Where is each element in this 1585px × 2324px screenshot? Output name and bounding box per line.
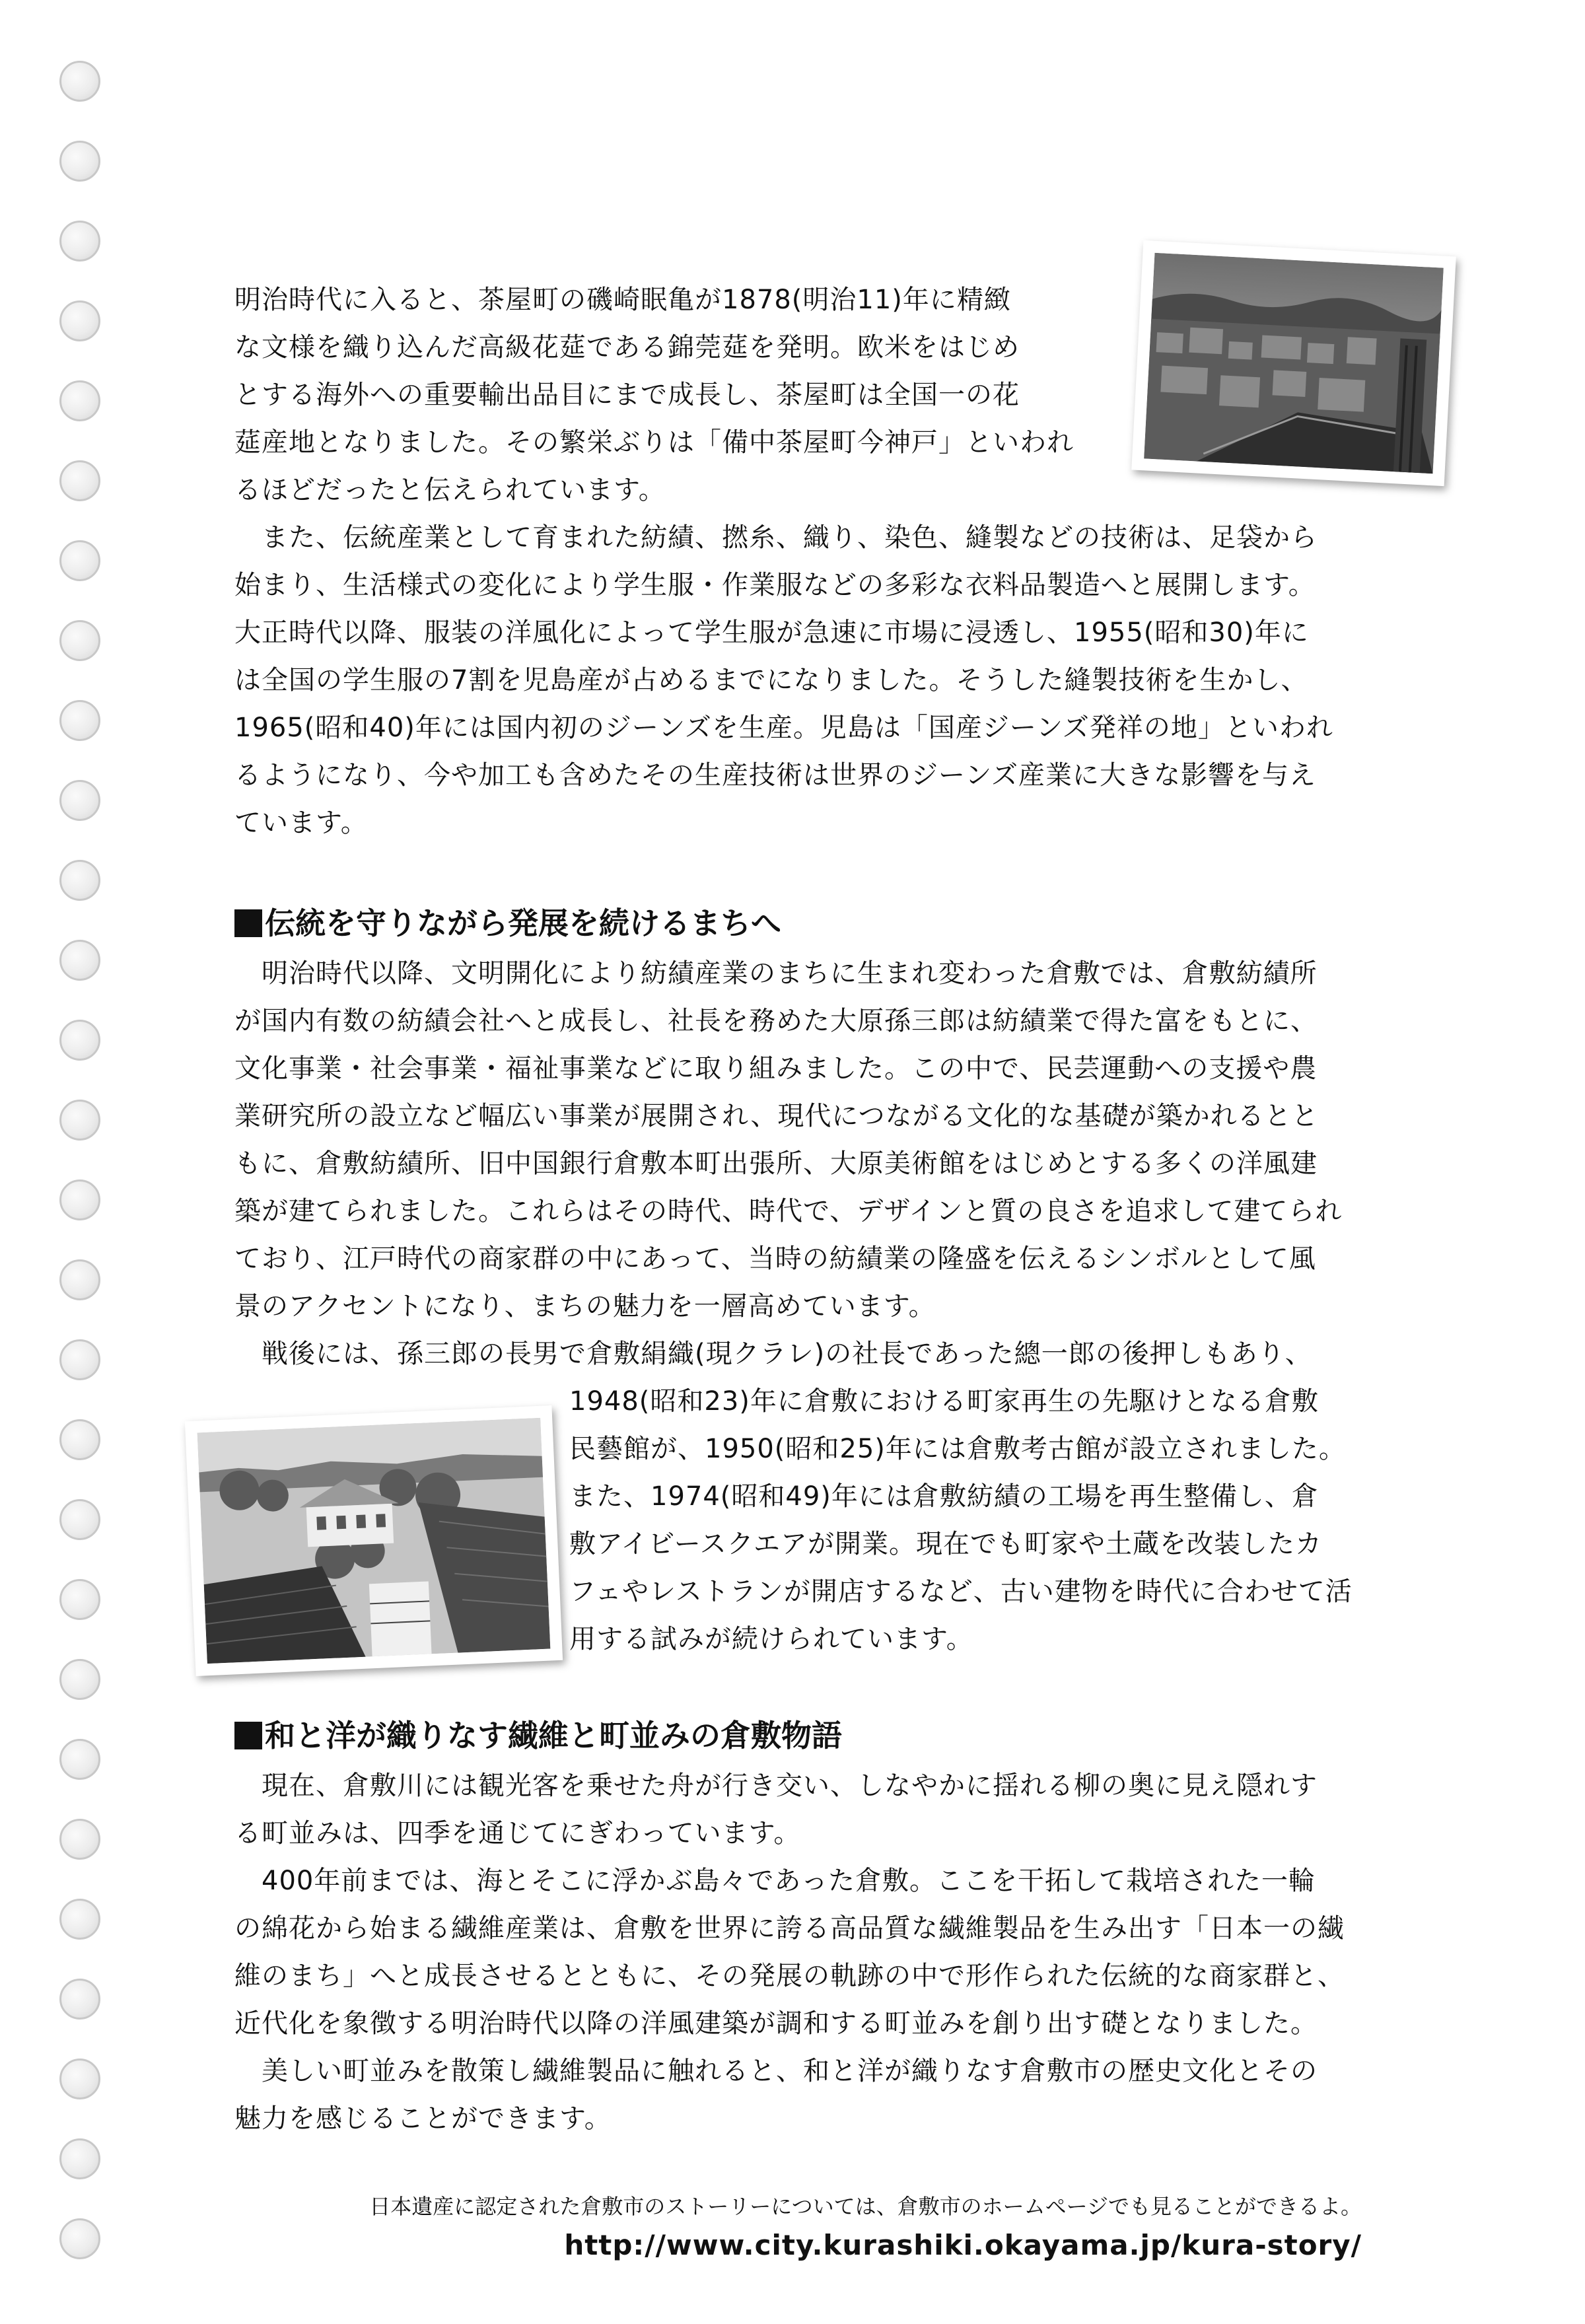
binder-hole	[59, 940, 100, 981]
historic-district-image	[197, 1418, 551, 1664]
binder-hole	[59, 1180, 100, 1220]
heading-square-icon	[234, 909, 262, 937]
binder-hole	[59, 2218, 100, 2259]
binder-hole	[59, 1499, 100, 1540]
binder-hole	[59, 1419, 100, 1460]
binder-hole	[59, 1020, 100, 1061]
postwar-paragraph: 1948(昭和23)年に倉敷における町家再生の先駆けとなる倉敷 民藝館が、1950(昭和25)年には倉敷考古館が設立されました。 また、1974(昭和49)年には倉敷紡績の工場を再生整備し、倉 敷アイビースクエアが開業。現在でも町家や土蔵を改装したカ フェやレストランが開店するなど、古い建物を時代に合わせて活 用する試みが続けられています。	[569, 1386, 1353, 1654]
binder-hole	[59, 780, 100, 821]
townscape-image	[1144, 253, 1444, 474]
binder-hole	[59, 860, 100, 901]
heading-square-icon	[234, 1722, 262, 1749]
binder-hole	[59, 1339, 100, 1380]
binder-hole	[59, 300, 100, 341]
postwar-paragraph-first-line: 戦後には、孫三郎の長男で倉敷絹織(現クラレ)の社長であった總一郎の後押しもあり、	[234, 1339, 1312, 1369]
historic-district-photo	[185, 1405, 563, 1676]
website-link[interactable]: http://www.city.kurashiki.okayama.jp/kura-story/	[564, 2229, 1362, 2261]
binder-hole	[59, 700, 100, 741]
closing-paragraph: 美しい町並みを散策し繊維製品に触れると、和と洋が織りなす倉敷市の歴史文化とその 魅力を感じることができます。	[234, 2056, 1318, 2134]
section-heading-story	[234, 1716, 842, 1755]
intro-paragraph: 明治時代に入ると、茶屋町の磯崎眠亀が1878(明治11)年に精緻 な文様を織り込んだ高級花莚である錦莞莚を発明。欧米をはじめ とする海外への重要輸出品目にまで成長し、茶屋町は全国一の花 莚産地となりました。その繁栄ぶりは「備中茶屋町今神戸」といわれ るほどだったと伝えられています。	[234, 285, 1074, 505]
present-paragraph: 現在、倉敷川には観光客を乗せた舟が行き交い、しなやかに揺れる柳の奥に見え隠れす る町並みは、四季を通じてにぎわっています。	[234, 1771, 1318, 1849]
binder-hole	[59, 1100, 100, 1141]
binder-hole	[59, 1579, 100, 1620]
section-heading-text: 伝統を守りながら発展を続けるまちへ	[265, 905, 781, 941]
binder-hole	[59, 380, 100, 421]
binder-hole	[59, 460, 100, 501]
binder-hole	[59, 2138, 100, 2179]
binder-hole	[59, 1899, 100, 1940]
binder-hole	[59, 1659, 100, 1700]
footer-note: 日本遺産に認定された倉敷市のストーリーについては、倉敷市のホームページでも見ることができるよ。	[369, 2194, 1362, 2219]
binder-hole	[59, 61, 100, 102]
binder-hole	[59, 221, 100, 262]
townscape-photo	[1131, 240, 1456, 486]
binder-hole	[59, 620, 100, 661]
binder-hole	[59, 1819, 100, 1860]
section-heading-text: 和と洋が織りなす繊維と町並みの倉敷物語	[265, 1718, 842, 1753]
binder-hole	[59, 141, 100, 182]
binder-hole	[59, 1979, 100, 2020]
binder-holes	[59, 61, 106, 2280]
textile-history-paragraph: また、伝統産業として育まれた紡績、撚糸、織り、染色、縫製などの技術は、足袋から 始まり、生活様式の変化により学生服・作業服などの多彩な衣料品製造へと展開します。 大正時代以降、服装の洋風化によって学生服が急速に市場に浸透し、1955(昭和30)年に は全国の学生服の7割を児島産が占めるまでになりました。そうした縫製技術を生かし、 1965(昭和40)年には国内初のジーンズを生産。児島は「国産ジーンズ発祥の地」といわれ るようになり、今や加工も含めたその生産技術は世界のジーンズ産業に大きな影響を与え ています。	[234, 522, 1333, 838]
binder-hole	[59, 1739, 100, 1780]
binder-hole	[59, 1259, 100, 1300]
history-paragraph: 400年前までは、海とそこに浮かぶ島々であった倉敷。ここを干拓して栽培された一輪 の綿花から始まる繊維産業は、倉敷を世界に誇る高品質な繊維製品を生み出す「日本一の繊 維のまち」へと成長させるとともに、その発展の軌跡の中で形作られた伝統的な商家群と、 近代化を象徴する明治時代以降の洋風建築が調和する町並みを創り出す礎となりました。	[234, 1866, 1345, 2039]
section-heading-tradition	[234, 903, 781, 943]
meiji-era-paragraph: 明治時代以降、文明開化により紡績産業のまちに生まれ変わった倉敷では、倉敷紡績所 が国内有数の紡績会社へと成長し、社長を務めた大原孫三郎は紡績業で得た富をもとに、 文化事業・社会事業・福祉事業などに取り組みました。この中で、民芸運動への支援や農 業研究所の設立など幅広い事業が展開され、現代につながる文化的な基礎が築かれるとと もに、倉敷紡績所、旧中国銀行倉敷本町出張所、大原美術館をはじめとする多くの洋風建 築が建てられました。これらはその時代、時代で、デザインと質の良さを追求して建てられ ており、江戸時代の商家群の中にあって、当時の紡績業の隆盛を伝えるシンボルとして風 景のアクセントになり、まちの魅力を一層高めています。	[234, 958, 1343, 1321]
binder-hole	[59, 2059, 100, 2099]
binder-hole	[59, 540, 100, 581]
